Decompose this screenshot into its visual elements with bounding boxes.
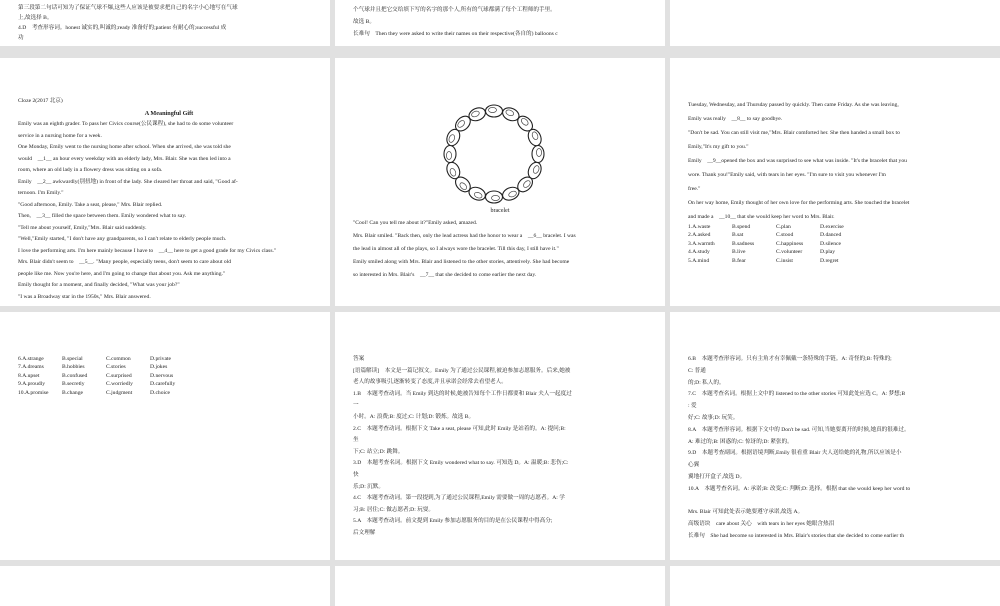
- option-choice: 4.A.study: [688, 249, 710, 256]
- text-line: 1.B 本题考查动词。当 Emily 到达的时候,她被告知每个工作日都要和 Blair 夫人一起度过: [353, 390, 572, 397]
- text-line: "Well,"Emily started, "I don't have any grandparents, so I can't relate to elderly people much.: [18, 236, 227, 242]
- page-bracelet: [335, 58, 665, 306]
- text-line: room, where an old lady in a flowery dress was sitting on a sofa.: [18, 167, 163, 173]
- text-line: Emily smiled along with Mrs. Blair and listened to the other stories, attentively. She had become: [353, 259, 570, 265]
- text-line: 心翼: [688, 462, 700, 469]
- option-row: [18, 389, 194, 397]
- option-choice: 6.A.strange: [18, 356, 44, 362]
- option-choice: B.hobbies: [62, 364, 85, 371]
- text-line: 长难句 She had become so interested in Mrs. Blair's stories that she decided to come earlier th: [688, 533, 905, 539]
- option-row: [18, 372, 194, 380]
- text-line: 快: [353, 472, 359, 478]
- text-line: 答案: [353, 356, 365, 362]
- text-line: people like me. Now you're here, and I'm going to change that about you. Ask me anything.": [18, 270, 226, 277]
- text-line: 8.A 本题考查形容词。根据下文中的 Don't be sad. 可知,当她要离开的时候,她真的很难过。: [688, 426, 910, 433]
- option-choice: B.sadness: [732, 240, 755, 247]
- text-line: ternoon. I'm Emily.": [18, 190, 64, 196]
- text-line: 小时。A: 浪费;B: 度过;C: 计划;D: 锻炼。故选 B。: [353, 414, 475, 420]
- text-line: 第三段第二句话可知为了保证气球不爆,这些人应该是被要求把自己的名字小心地写在气球: [18, 5, 238, 11]
- option-choice: D.nervous: [150, 372, 174, 379]
- text-line: Emily was really __8__ to say goodbye.: [688, 116, 783, 122]
- text-line: Then, __3__ filled the space between them. Emily wondered what to say.: [18, 213, 187, 219]
- option-choice: 9.A.proudly: [18, 381, 46, 388]
- options-list: [18, 355, 194, 397]
- option-choice: B.special: [62, 356, 83, 362]
- text-line: [353, 0, 655, 2]
- text-line: and made a __10__ that she would keep her word to Mrs. Blair.: [688, 214, 835, 220]
- option-row: [688, 248, 864, 256]
- text-line: 2.C 本题考查动词。根据下文 Take a seat, please 可知,此时 Emily 是站着的。A: 提问;B:: [353, 425, 566, 432]
- option-choice: 2.A.asked: [688, 232, 711, 239]
- option-choice: D.play: [820, 249, 836, 256]
- page-bottom-right: [670, 566, 1000, 606]
- option-choice: D.regret: [820, 257, 839, 264]
- text-line: A Meaningful Gift: [144, 109, 194, 117]
- text-line: 7.C 本题考查名词。根据上文中的 listened to the other stories 可知此处应选 C。A: 梦想;B: [688, 391, 906, 398]
- bracelet-caption: bracelet: [490, 208, 510, 214]
- option-choice: D.private: [150, 356, 171, 362]
- option-choice: C.happiness: [776, 240, 804, 247]
- text-line: Emily __9__opened the box and was surprised to see what was inside. "It's the bracelet that you: [688, 158, 907, 164]
- page-top-left: [0, 0, 330, 46]
- text-line: 乐;D: 沉默。: [353, 483, 384, 490]
- text-line: [语篇解读] 本文是一篇记叙文。Emily 为了通过公民课程,被迫参加志愿服务。后来,她被: [353, 367, 571, 374]
- text-line: 4.D 考查形容词。honest 诚实的,叫诚的;ready 准备好的;patient 有耐心的;successful 成: [18, 25, 227, 31]
- text-line: service in a nursing home for a week.: [18, 132, 102, 139]
- text-line: : 爱: [688, 403, 697, 410]
- page-options-6-10: [0, 312, 330, 560]
- page-cloze-story: [0, 58, 330, 306]
- text-line: Emily thought for a moment, and finally decided, "What was your job?": [18, 282, 180, 288]
- text-line: 3.D 本题考查名词。根据下文 Emily wondered what to say. 可知选 D。A: 温暖;B: 悲伤;C:: [353, 460, 569, 467]
- page-top-middle: [335, 0, 665, 46]
- text-line: 习;B: 居住;C: 做志愿者;D: 玩耍。: [353, 506, 434, 513]
- text-line: 10.A 本题考查名词。A: 承诺;B: 改变;C: 判断;D: 选择。根据 that she would keep her word to: [688, 485, 911, 492]
- text-line: Cloze 2(2017 北京): [18, 98, 63, 104]
- text-line: "Cool! Can you tell me about it?"Emily asked, amazed.: [353, 220, 478, 226]
- text-line: 故选 B。: [353, 19, 375, 25]
- text-line: Emily __2__ awkwardly(别扭地) in front of the lady. She cleared her throat and said, "Good af-: [18, 178, 238, 185]
- text-line: 高级语块 care about 关心 with tears in her eyes 她眼含热泪: [688, 521, 835, 528]
- option-choice: B.secretly: [62, 381, 85, 388]
- option-choice: B.live: [732, 249, 746, 256]
- text-line: 的;D: 私人的。: [688, 379, 725, 386]
- text-line: Mrs. Blair 可知此处表示她要遵守承诺,故选 A。: [688, 509, 804, 516]
- option-row: [18, 363, 194, 371]
- option-choice: C.worriedly: [106, 381, 133, 388]
- option-choice: 3.A.warmth: [688, 240, 715, 247]
- option-row: [688, 223, 864, 231]
- option-choice: B.sat: [732, 232, 744, 239]
- page-answers: [335, 312, 665, 560]
- text-line: Mrs. Blair smiled. "Back then, only the lead actress had the honor to wear a __6__ bracelet. I was: [353, 233, 576, 239]
- text-line: 一: [353, 402, 359, 409]
- option-row: [18, 355, 194, 363]
- option-choice: D.jokes: [150, 364, 168, 371]
- option-choice: D.silence: [820, 240, 841, 247]
- option-choice: C.insist: [776, 257, 793, 264]
- text-line: would __1__ an hour every weekday with an elderly lady, Mrs. Blair. She was then led into a: [18, 155, 231, 162]
- text-line: 6.B 本题考查形容词。只有主角才有幸佩戴一条特殊的手链。A: 奇怪的;B: 特殊的;: [688, 356, 892, 362]
- option-choice: C.surprised: [106, 372, 132, 379]
- bracelet-bead: [486, 105, 503, 117]
- option-choice: C.judgment: [106, 389, 133, 396]
- text-line: 上,故选择 B。: [18, 15, 53, 21]
- option-choice: B.confused: [62, 372, 88, 379]
- text-line: wore. Thank you!"Emily said, with tears in her eyes. "I'm sure to visit you whenever I'm: [688, 172, 886, 178]
- text-line: 4.C 本题考查动词。第一段提到,为了通过公民课程,Emily 需要做一周的志愿者。A: 学: [353, 495, 565, 502]
- text-line: 长难句 Then they were asked to write their names on their respective(各自的) balloons c: [353, 31, 558, 37]
- option-choice: C.common: [106, 356, 131, 362]
- option-row: [18, 380, 194, 388]
- text-line: 功: [18, 35, 24, 41]
- option-choice: 1.A.waste: [688, 224, 711, 230]
- text-line: One Monday, Emily went to the nursing home after school. When she arrived, she was told she: [18, 144, 231, 150]
- text-line: "Don't be sad. You can still visit me,"Mrs. Blair comforted her. She then handed a small box to: [688, 130, 900, 136]
- option-choice: D.exercise: [820, 224, 844, 230]
- text-line: Mrs. Blair didn't seem to __5__. "Many people, especially teens, don't seem to care about old: [18, 259, 232, 265]
- text-line: "I was a Broadway star in the 1950s," Mrs. Blair answered.: [18, 293, 151, 300]
- page-top-right: [670, 0, 1000, 46]
- page-answers-continued: [670, 312, 1000, 560]
- bracelet-bead: [486, 191, 503, 203]
- text-line: C: 普通: [688, 367, 706, 374]
- option-row: [688, 257, 864, 265]
- text-line: the lead in almost all of the plays, so I always wore the bracelet. Till this day, I still have it.": [353, 246, 559, 252]
- text-line: so interested in Mrs. Blair's __7__ that she decided to come earlier the next day.: [353, 272, 537, 278]
- option-choice: D.carefully: [150, 381, 176, 388]
- text-line: 下;C: 站立;D: 跳舞。: [353, 448, 404, 455]
- text-line: 9.D 本题考查副词。根据语境判断,Emily 很看重 Blair 夫人送给她的礼物,所以应该是小: [688, 450, 902, 457]
- option-row: [688, 231, 864, 239]
- text-line: Tuesday, Wednesday, and Thursday passed by quickly. Then came Friday. As she was leaving,: [688, 102, 899, 108]
- option-choice: 10.A.promise: [18, 389, 49, 396]
- option-choice: C.plan: [776, 224, 791, 230]
- text-line: free.": [688, 186, 701, 192]
- page-bottom-middle: [335, 566, 665, 606]
- text-line: Emily was an eighth grader. To pass her Civics course(公民课程), she had to do some volunteer: [18, 121, 234, 127]
- option-choice: D.choice: [150, 389, 171, 396]
- text-line: On her way home, Emily thought of her own love for the performing arts. She touched the bracelet: [688, 200, 910, 206]
- bracelet-bead: [444, 146, 456, 163]
- option-row: [688, 240, 864, 248]
- bracelet-illustration: [435, 96, 553, 214]
- bracelet-bead: [532, 146, 544, 163]
- text-line: "Good afternoon, Emily. Take a seat, please," Mrs. Blair replied.: [18, 201, 163, 208]
- text-line: 坐: [353, 437, 359, 444]
- text-line: Emily,"It's my gift to you.": [688, 144, 749, 150]
- text-line: 5.A 本题考查动词。前文提到 Emily 参加志愿服务的目的是在公民课程中得高分;: [353, 518, 553, 525]
- option-choice: B.change: [62, 389, 83, 396]
- text-line: I love the performing arts. I'm here mainly because I have to __4__ here to get a good grade for my Civics class.": [18, 247, 277, 254]
- page-story-end-and-options: [670, 58, 1000, 306]
- option-choice: B.fear: [732, 257, 746, 264]
- option-choice: 8.A.upset: [18, 372, 40, 379]
- text-line: 翼地打开盒子,故选 D。: [688, 474, 746, 480]
- option-choice: C.stood: [776, 232, 794, 239]
- option-choice: 5.A.mind: [688, 257, 710, 264]
- option-choice: C.volunteer: [776, 249, 803, 256]
- options-list: [688, 223, 864, 265]
- option-choice: 7.A.dreams: [18, 364, 44, 371]
- page-bottom-left: [0, 566, 330, 606]
- text-line: "Tell me about yourself, Emily,"Mrs. Blair said suddenly.: [18, 224, 147, 231]
- text-line: 个气球并且把它交给填下写的名字的那个人,所有的气球都满了每个工程师的手里。: [353, 7, 556, 13]
- option-choice: D.danced: [820, 232, 842, 239]
- option-choice: B.spend: [732, 224, 751, 230]
- text-line: 老人的故事吸引,逐渐转变了态度,并且承诺会经常去看望老人。: [353, 379, 507, 386]
- option-choice: C.stories: [106, 364, 126, 371]
- text-line: 好;C: 故事;D: 玩笑。: [688, 415, 739, 421]
- text-line: A: 难过的;B: 困惑的;C: 惊讶的;D: 紧张的。: [688, 438, 793, 445]
- text-line: 后文理解: [353, 530, 376, 536]
